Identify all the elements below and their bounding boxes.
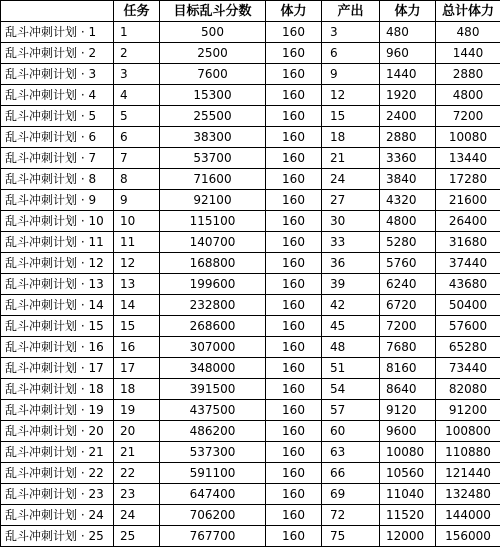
task-cell: 19 [114,400,160,421]
output-cell: 60 [322,421,380,442]
table-row [1,463,500,484]
stamina-cell: 160 [266,379,322,400]
output-cell: 45 [322,316,380,337]
target-score-cell: 591100 [160,463,266,484]
output-cell: 57 [322,400,380,421]
total-stamina-cell: 7200 [436,106,500,127]
target-score-cell: 15300 [160,85,266,106]
table-row [1,253,500,274]
table-row [1,43,500,64]
target-score-cell: 437500 [160,400,266,421]
table-row [1,337,500,358]
plan-name-cell: 乱斗冲刺计划 · 2 [1,43,114,64]
total-stamina-cell: 65280 [436,337,500,358]
plan-name-cell: 乱斗冲刺计划 · 21 [1,442,114,463]
target-score-cell: 53700 [160,148,266,169]
total-stamina-cell: 110880 [436,442,500,463]
output-cell: 27 [322,190,380,211]
target-score-cell: 232800 [160,295,266,316]
stamina-cell: 160 [266,169,322,190]
plan-name-cell: 乱斗冲刺计划 · 3 [1,64,114,85]
total-stamina-cell: 144000 [436,505,500,526]
table-row [1,316,500,337]
stamina-cell: 160 [266,526,322,547]
total-stamina-cell: 2880 [436,64,500,85]
task-cell: 3 [114,64,160,85]
output-cell: 33 [322,232,380,253]
table-row [1,211,500,232]
stamina-cell: 160 [266,421,322,442]
total-stamina-cell: 21600 [436,190,500,211]
task-cell: 16 [114,337,160,358]
output-cell: 72 [322,505,380,526]
output-cell: 51 [322,358,380,379]
plan-name-cell: 乱斗冲刺计划 · 9 [1,190,114,211]
stamina-cell: 160 [266,43,322,64]
plan-name-cell: 乱斗冲刺计划 · 7 [1,148,114,169]
output-cell: 21 [322,148,380,169]
target-score-cell: 25500 [160,106,266,127]
plan-name-cell: 乱斗冲刺计划 · 4 [1,85,114,106]
target-score-cell: 348000 [160,358,266,379]
stamina-output-cell: 5280 [380,232,436,253]
header-total-stamina: 总计体力 [436,1,500,22]
output-cell: 63 [322,442,380,463]
task-cell: 21 [114,442,160,463]
stamina-output-cell: 10560 [380,463,436,484]
task-cell: 23 [114,484,160,505]
plan-name-cell: 乱斗冲刺计划 · 6 [1,127,114,148]
table-row [1,379,500,400]
output-cell: 15 [322,106,380,127]
stamina-output-cell: 480 [380,22,436,43]
stamina-cell: 160 [266,232,322,253]
plan-name-cell: 乱斗冲刺计划 · 15 [1,316,114,337]
task-cell: 7 [114,148,160,169]
stamina-cell: 160 [266,190,322,211]
table-row [1,442,500,463]
stamina-cell: 160 [266,85,322,106]
target-score-cell: 500 [160,22,266,43]
target-score-cell: 140700 [160,232,266,253]
table-row [1,22,500,43]
task-cell: 22 [114,463,160,484]
task-cell: 2 [114,43,160,64]
target-score-cell: 391500 [160,379,266,400]
target-score-cell: 115100 [160,211,266,232]
stamina-cell: 160 [266,148,322,169]
stamina-output-cell: 1440 [380,64,436,85]
target-score-cell: 7600 [160,64,266,85]
stamina-output-cell: 2880 [380,127,436,148]
task-cell: 4 [114,85,160,106]
header-target-score: 目标乱斗分数 [160,1,266,22]
output-cell: 69 [322,484,380,505]
table-row [1,274,500,295]
total-stamina-cell: 4800 [436,85,500,106]
stamina-cell: 160 [266,316,322,337]
plan-name-cell: 乱斗冲刺计划 · 17 [1,358,114,379]
output-cell: 12 [322,85,380,106]
table-row [1,190,500,211]
stamina-output-cell: 4320 [380,190,436,211]
total-stamina-cell: 156000 [436,526,500,547]
output-cell: 30 [322,211,380,232]
total-stamina-cell: 31680 [436,232,500,253]
total-stamina-cell: 82080 [436,379,500,400]
task-cell: 24 [114,505,160,526]
plan-name-cell: 乱斗冲刺计划 · 24 [1,505,114,526]
stamina-cell: 160 [266,274,322,295]
stamina-output-cell: 8160 [380,358,436,379]
table-body [1,22,500,547]
total-stamina-cell: 1440 [436,43,500,64]
stamina-cell: 160 [266,64,322,85]
total-stamina-cell: 50400 [436,295,500,316]
table-row [1,85,500,106]
stamina-cell: 160 [266,400,322,421]
output-cell: 36 [322,253,380,274]
table-row [1,64,500,85]
plan-name-cell: 乱斗冲刺计划 · 1 [1,22,114,43]
output-cell: 3 [322,22,380,43]
total-stamina-cell: 132480 [436,484,500,505]
stamina-output-cell: 960 [380,43,436,64]
task-cell: 12 [114,253,160,274]
plan-name-cell: 乱斗冲刺计划 · 22 [1,463,114,484]
task-cell: 9 [114,190,160,211]
target-score-cell: 767700 [160,526,266,547]
total-stamina-cell: 17280 [436,169,500,190]
stamina-cell: 160 [266,337,322,358]
target-score-cell: 307000 [160,337,266,358]
task-cell: 6 [114,127,160,148]
stamina-output-cell: 6240 [380,274,436,295]
stamina-output-cell: 6720 [380,295,436,316]
task-cell: 5 [114,106,160,127]
target-score-cell: 168800 [160,253,266,274]
target-score-cell: 92100 [160,190,266,211]
stamina-output-cell: 9120 [380,400,436,421]
table-row [1,169,500,190]
stamina-output-cell: 7680 [380,337,436,358]
output-cell: 66 [322,463,380,484]
table-row [1,421,500,442]
output-cell: 48 [322,337,380,358]
total-stamina-cell: 13440 [436,148,500,169]
target-score-cell: 706200 [160,505,266,526]
stamina-output-cell: 5760 [380,253,436,274]
table-row [1,358,500,379]
stamina-cell: 160 [266,358,322,379]
plan-name-cell: 乱斗冲刺计划 · 8 [1,169,114,190]
table-row [1,232,500,253]
stamina-cell: 160 [266,106,322,127]
stamina-output-cell: 2400 [380,106,436,127]
task-cell: 14 [114,295,160,316]
stamina-cell: 160 [266,505,322,526]
stamina-cell: 160 [266,484,322,505]
plan-name-cell: 乱斗冲刺计划 · 11 [1,232,114,253]
task-cell: 11 [114,232,160,253]
plan-name-cell: 乱斗冲刺计划 · 20 [1,421,114,442]
output-cell: 18 [322,127,380,148]
stamina-output-cell: 3360 [380,148,436,169]
stamina-output-cell: 11040 [380,484,436,505]
target-score-cell: 2500 [160,43,266,64]
output-cell: 42 [322,295,380,316]
target-score-cell: 199600 [160,274,266,295]
total-stamina-cell: 91200 [436,400,500,421]
stamina-output-cell: 7200 [380,316,436,337]
table-header [1,1,500,22]
total-stamina-cell: 480 [436,22,500,43]
table-row [1,505,500,526]
stamina-output-cell: 1920 [380,85,436,106]
task-cell: 17 [114,358,160,379]
target-score-cell: 268600 [160,316,266,337]
task-cell: 8 [114,169,160,190]
stamina-output-cell: 11520 [380,505,436,526]
target-score-cell: 38300 [160,127,266,148]
total-stamina-cell: 73440 [436,358,500,379]
header-output: 产出 [322,1,380,22]
header-task: 任务 [114,1,160,22]
target-score-cell: 71600 [160,169,266,190]
stamina-output-cell: 12000 [380,526,436,547]
plan-name-cell: 乱斗冲刺计划 · 13 [1,274,114,295]
stamina-output-cell: 3840 [380,169,436,190]
output-cell: 75 [322,526,380,547]
stamina-cell: 160 [266,442,322,463]
stamina-cell: 160 [266,22,322,43]
stamina-output-cell: 4800 [380,211,436,232]
plan-name-cell: 乱斗冲刺计划 · 25 [1,526,114,547]
stamina-output-cell: 8640 [380,379,436,400]
total-stamina-cell: 10080 [436,127,500,148]
plan-name-cell: 乱斗冲刺计划 · 19 [1,400,114,421]
task-cell: 18 [114,379,160,400]
table-row [1,295,500,316]
table-row [1,127,500,148]
stamina-cell: 160 [266,295,322,316]
plan-name-cell: 乱斗冲刺计划 · 16 [1,337,114,358]
output-cell: 6 [322,43,380,64]
header-plan-name [1,1,114,22]
total-stamina-cell: 26400 [436,211,500,232]
header-stamina: 体力 [266,1,322,22]
plan-name-cell: 乱斗冲刺计划 · 10 [1,211,114,232]
plan-name-cell: 乱斗冲刺计划 · 12 [1,253,114,274]
plan-name-cell: 乱斗冲刺计划 · 23 [1,484,114,505]
table-row [1,484,500,505]
output-cell: 54 [322,379,380,400]
task-cell: 13 [114,274,160,295]
header-row [1,1,500,22]
total-stamina-cell: 43680 [436,274,500,295]
total-stamina-cell: 121440 [436,463,500,484]
target-score-cell: 486200 [160,421,266,442]
target-score-cell: 647400 [160,484,266,505]
task-cell: 10 [114,211,160,232]
plan-name-cell: 乱斗冲刺计划 · 14 [1,295,114,316]
stamina-output-cell: 10080 [380,442,436,463]
stamina-cell: 160 [266,253,322,274]
total-stamina-cell: 57600 [436,316,500,337]
table-row [1,400,500,421]
task-cell: 1 [114,22,160,43]
task-cell: 20 [114,421,160,442]
stamina-cell: 160 [266,211,322,232]
target-score-cell: 537300 [160,442,266,463]
total-stamina-cell: 100800 [436,421,500,442]
table-row [1,106,500,127]
stamina-cell: 160 [266,127,322,148]
output-cell: 39 [322,274,380,295]
table-row [1,526,500,547]
header-stamina-2: 体力 [380,1,436,22]
total-stamina-cell: 37440 [436,253,500,274]
plan-name-cell: 乱斗冲刺计划 · 5 [1,106,114,127]
plan-name-cell: 乱斗冲刺计划 · 18 [1,379,114,400]
stamina-output-cell: 9600 [380,421,436,442]
task-cell: 15 [114,316,160,337]
stamina-cell: 160 [266,463,322,484]
output-cell: 9 [322,64,380,85]
output-cell: 24 [322,169,380,190]
task-cell: 25 [114,526,160,547]
table-row [1,148,500,169]
